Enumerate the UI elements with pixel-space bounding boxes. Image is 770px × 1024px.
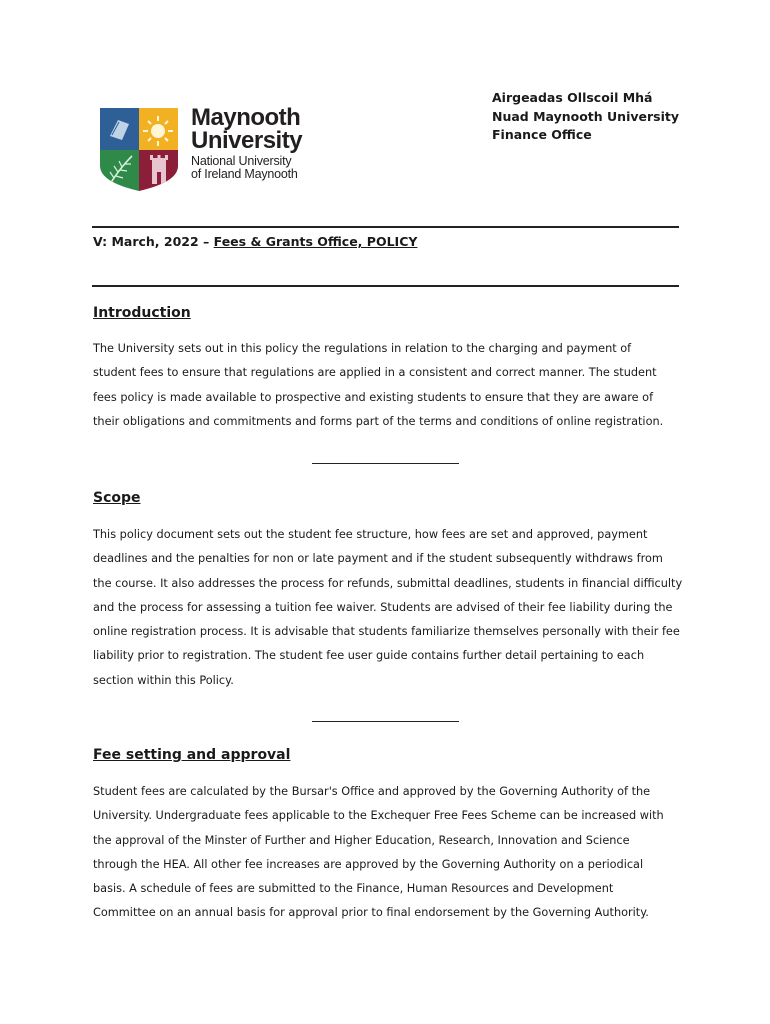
document-title <box>93 233 417 251</box>
paragraph-line: Student fees are calculated by the Bursar's Office and approved by the Governing Authority of the <box>93 785 651 798</box>
paragraph-line: the course. It also addresses the process for refunds, submittal deadlines, students in financial difficulty <box>93 576 683 590</box>
logo-wordmark <box>191 106 302 181</box>
paragraph-line: online registration process. It is advisable that students familiarize themselves personally with their fee <box>93 625 680 639</box>
paragraph-line: section within this Policy. <box>93 673 234 687</box>
paragraph-line: liability prior to registration. The student fee user guide contains further detail pertaining to each <box>93 649 645 663</box>
paragraph-line: the approval of the Minster of Further and Higher Education, Research, Innovation and Science <box>93 833 630 847</box>
office-line: Finance Office <box>492 127 592 142</box>
paragraph-line: Committee on an annual basis for approval prior to final endorsement by the Governing Authority. <box>93 906 649 920</box>
paragraph-line: University. Undergraduate fees applicable to the Exchequer Free Fees Scheme can be increased with <box>93 809 664 823</box>
paragraph-line: deadlines and the penalties for non or late payment and if the student subsequently withdraws from <box>93 552 663 566</box>
logo-line-maynooth: Maynooth <box>191 104 301 131</box>
paragraph-line: their obligations and commitments and forms part of the terms and conditions of online registration. <box>93 414 664 428</box>
paragraph-line: and the process for assessing a tuition fee waiver. Students are advised of their fee liability during the <box>93 600 673 614</box>
paragraph-line: basis. A schedule of fees are submitted to the Finance, Human Resources and Development <box>93 882 614 896</box>
title-rule-top <box>92 226 679 228</box>
version-label: V: March, 2022 – <box>93 234 210 249</box>
paragraph-line: The University sets out in this policy the regulations in relation to the charging and payment of <box>93 342 632 355</box>
logo-line-national: National University <box>191 154 292 168</box>
paragraph-line: student fees to ensure that regulations are applied in a consistent and correct manner. The student <box>93 366 657 380</box>
section-heading-scope: Scope <box>93 490 141 506</box>
office-line: Nuad Maynooth University <box>492 108 680 124</box>
paragraph-line: fees policy is made available to prospective and existing students to ensure that they are aware of <box>93 390 654 404</box>
section-body-scope <box>93 523 693 693</box>
finance-office-block <box>492 89 679 145</box>
title-rule-bottom <box>92 285 679 287</box>
section-heading-fee-setting: Fee setting and approval <box>93 747 291 763</box>
office-line: Airgeadas Ollscoil Mhá <box>492 90 653 105</box>
section-body-introduction <box>93 337 693 434</box>
section-heading-introduction: Introduction <box>93 305 191 321</box>
section-body-fee-setting <box>93 780 693 926</box>
paragraph-line: This policy document sets out the student fee structure, how fees are set and approved, payment <box>93 528 648 541</box>
section-separator <box>312 463 459 464</box>
section-separator <box>312 721 459 722</box>
paragraph-line: through the HEA. All other fee increases are approved by the Governing Authority on a periodical <box>93 857 644 871</box>
policy-name: Fees & Grants Office, POLICY <box>213 234 418 249</box>
crest-icon <box>98 106 180 192</box>
university-logo <box>98 106 310 194</box>
logo-line-ireland: of Ireland Maynooth <box>191 167 298 181</box>
logo-line-university: University <box>191 127 303 154</box>
